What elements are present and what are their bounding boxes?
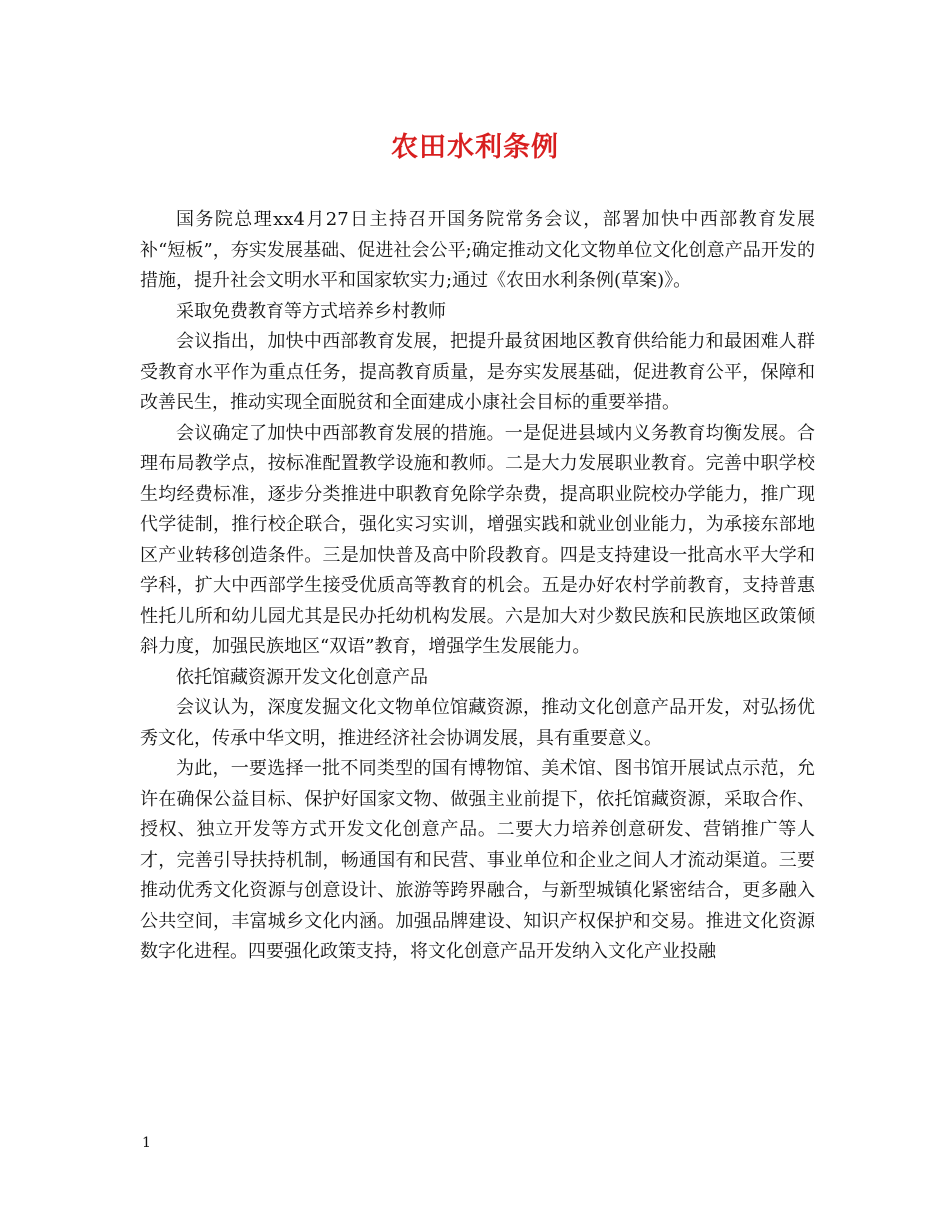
paragraph-cultural-measures: 为此，一要选择一批不同类型的国有博物馆、美术馆、图书馆开展试点示范，允许在确保公益目标、保护好国家文物、做强主业前提下，依托馆藏资源，采取合作、授权、独立开发等方式开发文化创意产品。二要大力培养创意研发、营销推广等人才，完善引导扶持机制，畅通国有和民营、事业单位和企业之间人才流动渠道。三要推动优秀文化资源与创意设计、旅游等跨界融合，与新型城镇化紧密结合，更多融入公共空间，丰富城乡文化内涵。加强品牌建设、知识产权保护和交易。推进文化资源数字化进程。四要强化政策支持，将文化创意产品开发纳入文化产业投融 [140, 758, 815, 962]
document-body [140, 205, 815, 968]
document-title: 农田水利条例 [391, 132, 559, 163]
section-heading-cultural-products: 依托馆藏资源开发文化创意产品 [176, 666, 428, 688]
paragraph-meeting-believes: 会议认为，深度发掘文化文物单位馆藏资源，推动文化创意产品开发，对弘扬优秀文化，传承中华文明，推进经济社会协调发展，具有重要意义。 [140, 697, 815, 749]
page-number: 1 [142, 1135, 151, 1151]
paragraph-intro: 国务院总理xx4月27日主持召开国务院常务会议，部署加快中西部教育发展补“短板”，夯实发展基础、促进社会公平;确定推动文化文物单位文化创意产品开发的措施，提升社会文明水平和国家软实力;通过《农田水利条例(草案)》。 [140, 209, 815, 291]
paragraph-meeting-pointed-out: 会议指出，加快中西部教育发展，把提升最贫困地区教育供给能力和最困难人群受教育水平作为重点任务，提高教育质量，是夯实发展基础，促进教育公平，保障和改善民生，推动实现全面脱贫和全面建成小康社会目标的重要举措。 [140, 331, 815, 413]
paragraph-education-measures: 会议确定了加快中西部教育发展的措施。一是促进县域内义务教育均衡发展。合理布局教学点，按标准配置教学设施和教师。二是大力发展职业教育。完善中职学校生均经费标准，逐步分类推进中职教育免除学杂费，提高职业院校办学能力，推广现代学徒制，推行校企联合，强化实习实训，增强实践和就业创业能力，为承接东部地区产业转移创造条件。三是加快普及高中阶段教育。四是支持建设一批高水平大学和学科，扩大中西部学生接受优质高等教育的机会。五是办好农村学前教育，支持普惠性托儿所和幼儿园尤其是民办托幼机构发展。六是加大对少数民族和民族地区政策倾斜力度，加强民族地区“双语”教育，增强学生发展能力。 [140, 422, 815, 657]
section-heading-rural-teachers: 采取免费教育等方式培养乡村教师 [176, 300, 446, 322]
